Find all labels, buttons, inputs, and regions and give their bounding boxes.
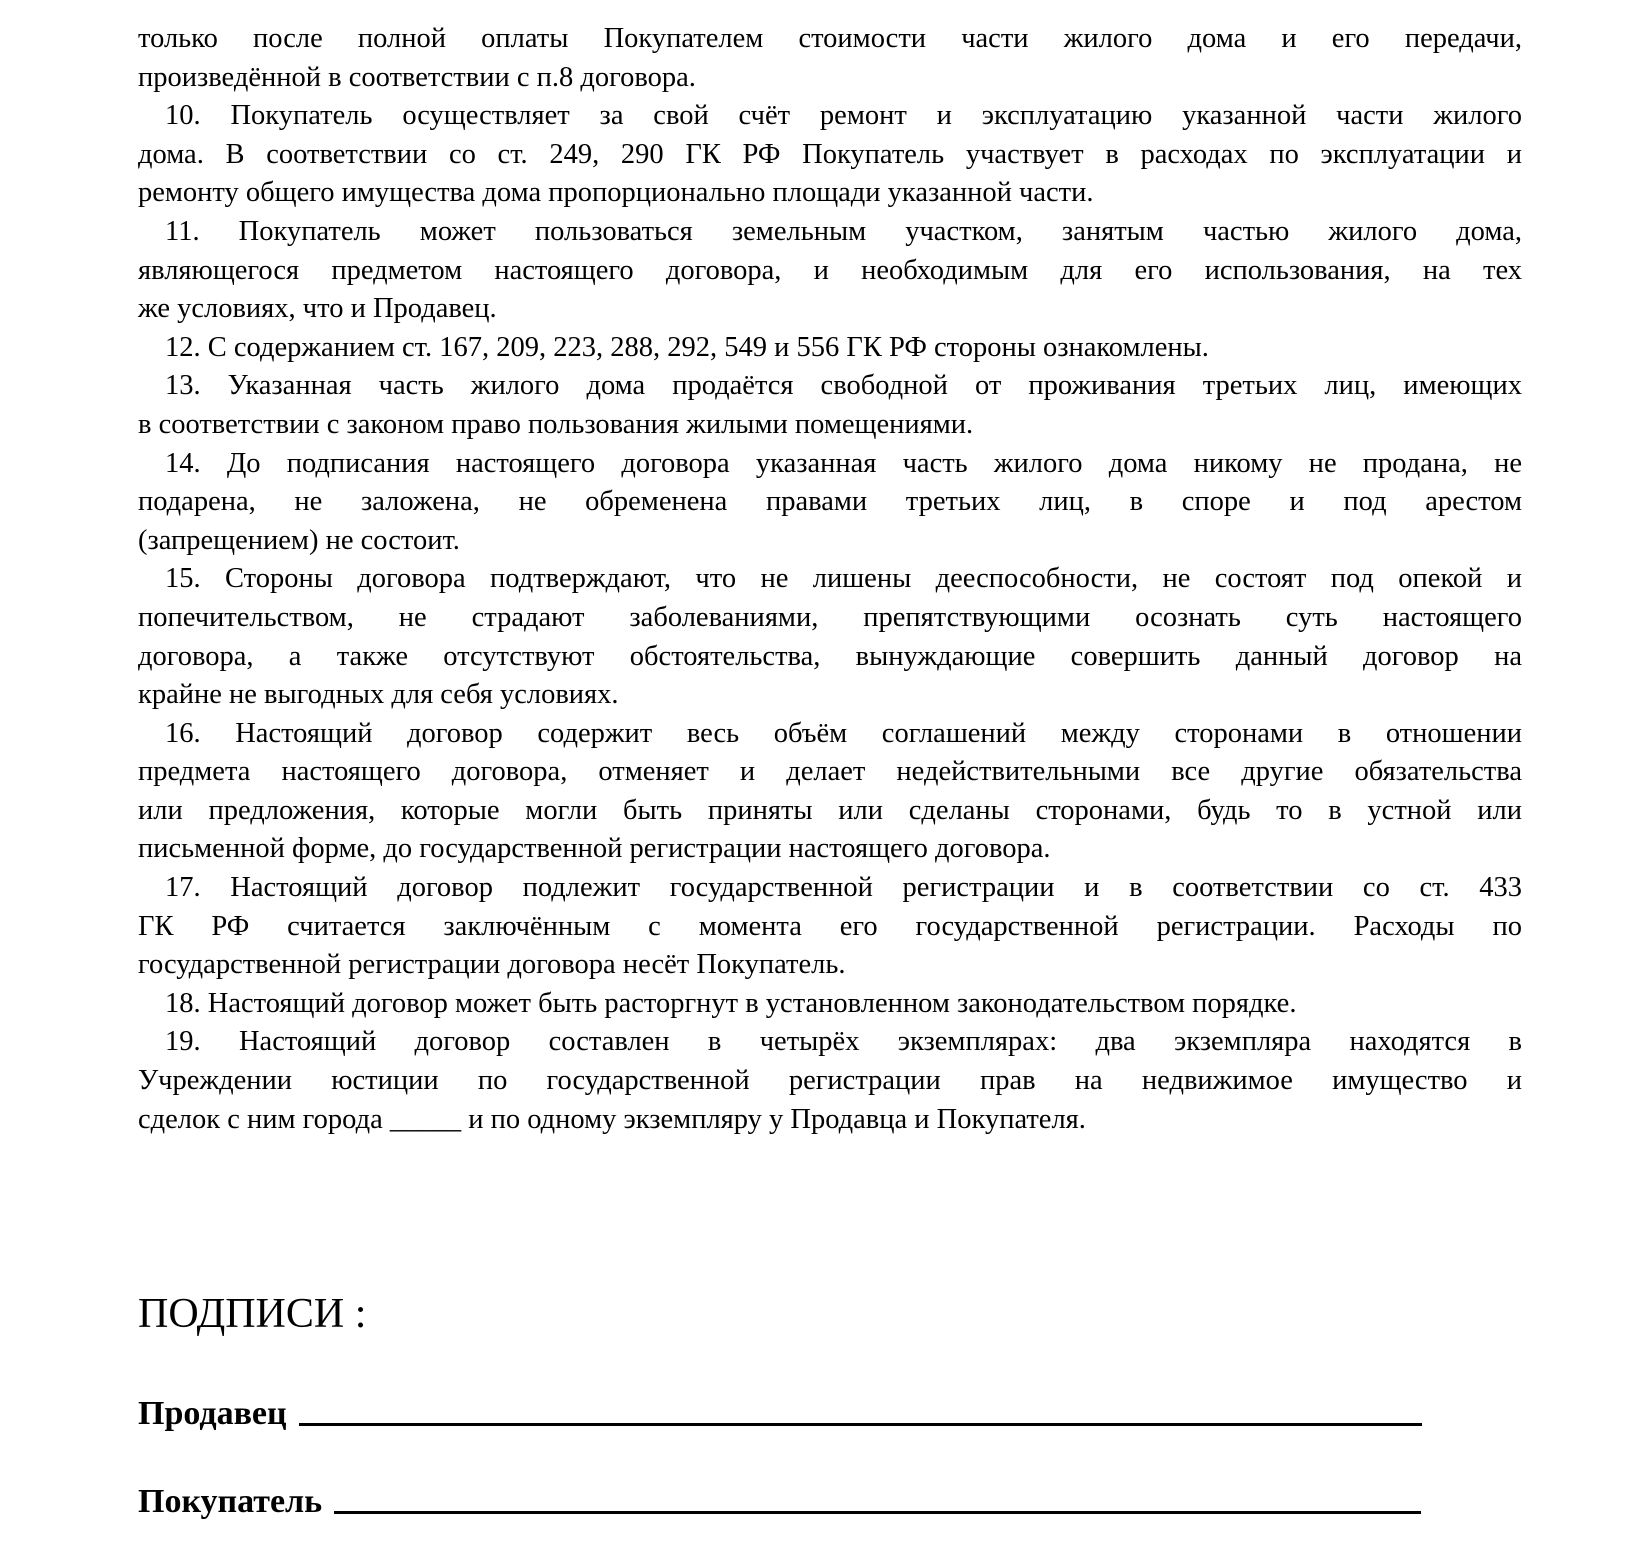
seller-label: Продавец (138, 1395, 287, 1432)
buyer-signature-row (138, 1483, 1421, 1521)
text-line: подарена, не заложена, не обременена правами третьих лиц, в споре и под арестом (138, 486, 1522, 518)
clause-11 (138, 213, 1522, 329)
text-line: дома. В соответствии со ст. 249, 290 ГК РФ Покупатель участвует в расходах по эксплуатации и (138, 138, 1522, 170)
buyer-label: Покупатель (138, 1483, 323, 1520)
text-line: ремонту общего имущества дома пропорционально площади указанной части. (138, 177, 1094, 209)
text-line: 14. До подписания настоящего договора указанная часть жилого дома никому не продана, не (165, 447, 1522, 479)
text-line: 13. Указанная часть жилого дома продаётся свободной от проживания третьих лиц, имеющих (165, 370, 1522, 402)
buyer-signature-line (334, 1511, 1421, 1514)
clause-continuation (138, 20, 1522, 97)
text-line: в соответствии с законом право пользования жилыми помещениями. (138, 408, 974, 440)
text-line: (запрещением) не состоит. (138, 524, 460, 556)
text-line: 19. Настоящий договор составлен в четырёх экземплярах: два экземпляра находятся в (165, 1026, 1522, 1058)
text-line: же условиях, что и Продавец. (138, 293, 497, 325)
text-line: 12. С содержанием ст. 167, 209, 223, 288, 292, 549 и 556 ГК РФ стороны ознакомлены. (165, 331, 1209, 363)
text-line: 16. Настоящий договор содержит весь объём соглашений между сторонами в отношении (165, 717, 1522, 749)
clause-10 (138, 97, 1522, 213)
seller-signature-line (299, 1423, 1422, 1426)
contract-body (138, 20, 1522, 1139)
text-line: 15. Стороны договора подтверждают, что не лишены дееспособности, не состоят под опекой и (165, 563, 1522, 595)
text-line: государственной регистрации договора несёт Покупатель. (138, 949, 846, 981)
text-line: или предложения, которые могли быть приняты или сделаны сторонами, будь то в устной или (138, 794, 1522, 826)
text-line: 11. Покупатель может пользоваться земельным участком, занятым частью жилого дома, (165, 215, 1522, 247)
clause-16 (138, 715, 1522, 869)
seller-signature-row (138, 1395, 1422, 1433)
signatures-heading: ПОДПИСИ : (138, 1291, 367, 1337)
text-line: 10. Покупатель осуществляет за свой счёт ремонт и эксплуатацию указанной части жилого (165, 100, 1522, 132)
text-line: произведённой в соответствии с п.8 договора. (138, 61, 696, 93)
clause-14 (138, 445, 1522, 561)
text-line: только после полной оплаты Покупателем стоимости части жилого дома и его передачи, (138, 23, 1522, 54)
text-line: 18. Настоящий договор может быть расторгнут в установленном законодательством порядке. (165, 987, 1297, 1019)
text-line: попечительством, не страдают заболеваниями, препятствующими осознать суть настоящего (138, 601, 1522, 633)
clause-17 (138, 869, 1522, 985)
text-line: Учреждении юстиции по государственной регистрации прав на недвижимое имущество и (138, 1065, 1522, 1097)
text-line: 17. Настоящий договор подлежит государственной регистрации и в соответствии со ст. 433 (165, 872, 1522, 904)
text-line: сделок с ним города _____ и по одному экземпляру у Продавца и Покупателя. (138, 1103, 1086, 1135)
text-line: договора, а также отсутствуют обстоятельства, вынуждающие совершить данный договор на (138, 640, 1522, 672)
text-line: крайне не выгодных для себя условиях. (138, 679, 619, 711)
clause-13 (138, 367, 1522, 444)
text-line: ГК РФ считается заключённым с момента его государственной регистрации. Расходы по (138, 910, 1522, 942)
clause-19 (138, 1023, 1522, 1139)
clause-15 (138, 560, 1522, 714)
text-line: являющегося предметом настоящего договора, и необходимым для его использования, на тех (138, 254, 1522, 286)
text-line: предмета настоящего договора, отменяет и делает недействительными все другие обязательства (138, 756, 1522, 788)
clause-18 (138, 985, 1522, 1024)
clause-12 (138, 329, 1522, 368)
text-line: письменной форме, до государственной регистрации настоящего договора. (138, 833, 1051, 865)
